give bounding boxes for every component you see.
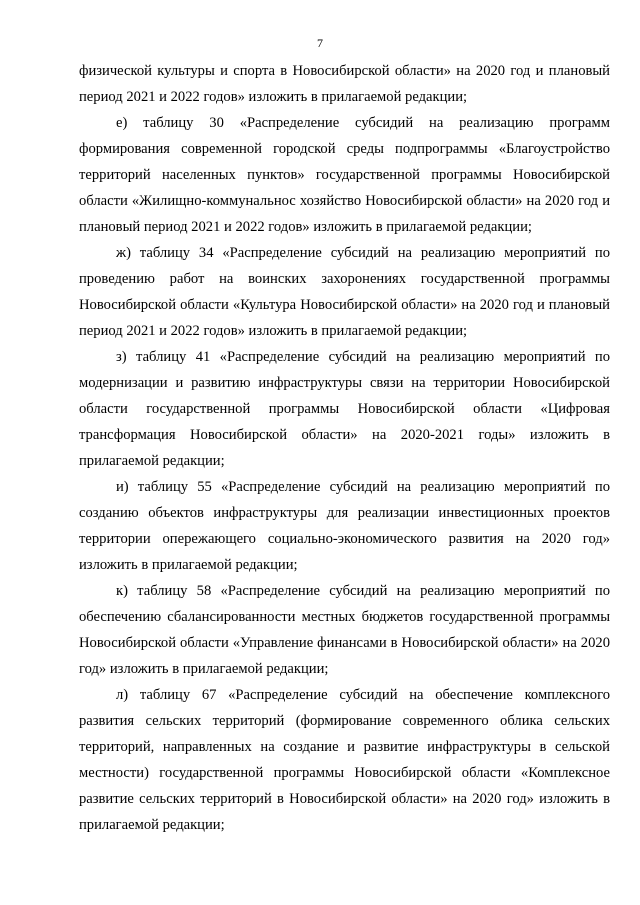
- page-number: 7: [317, 36, 323, 50]
- document-body: [79, 58, 610, 838]
- paragraph-item-l: л) таблицу 67 «Распределение субсидий на обеспечение комплексного развития сельских территорий (формирование современного облика сельских территорий, направленных на создание и развитие инфраструктуры в сельской местности) государственной программы Новосибирской области «Комплексное развитие сельских территорий в Новосибирской области» на 2020 год» изложить в прилагаемой редакции;: [79, 687, 610, 833]
- paragraph-item-k: к) таблицу 58 «Распределение субсидий на реализацию мероприятий по обеспечению сбалансированности местных бюджетов государственной программы Новосибирской области «Управление финансами в Новосибирской области» на 2020 год» изложить в прилагаемой редакции;: [79, 583, 610, 677]
- paragraph-continuation: физической культуры и спорта в Новосибирской области» на 2020 год и плановый период 2021 и 2022 годов» изложить в прилагаемой редакции;: [79, 63, 610, 105]
- paragraph-item-zh: ж) таблицу 34 «Распределение субсидий на реализацию мероприятий по проведению работ на воинских захоронениях государственной программы Новосибирской области «Культура Новосибирской области» на 2020 год и плановый период 2021 и 2022 годов» изложить в прилагаемой редакции;: [79, 245, 610, 339]
- paragraph-item-e: е) таблицу 30 «Распределение субсидий на реализацию программ формирования современной городской среды подпрограммы «Благоустройство территорий населенных пунктов» государственной программы Новосибирской области «Жилищно-коммунальнос хозяйство Новосибирской области» на 2020 год и плановый период 2021 и 2022 годов» изложить в прилагаемой редакции;: [79, 115, 610, 235]
- paragraph-item-i: и) таблицу 55 «Распределение субсидий на реализацию мероприятий по созданию объектов инфраструктуры для реализации инвестиционных проектов территории опережающего социально-экономического развития на 2020 год» изложить в прилагаемой редакции;: [79, 479, 610, 573]
- paragraph-item-z: з) таблицу 41 «Распределение субсидий на реализацию мероприятий по модернизации и развитию инфраструктуры связи на территории Новосибирской области государственной программы Новосибирской области «Цифровая трансформация Новосибирской области» на 2020-2021 годы» изложить в прилагаемой редакции;: [79, 349, 610, 469]
